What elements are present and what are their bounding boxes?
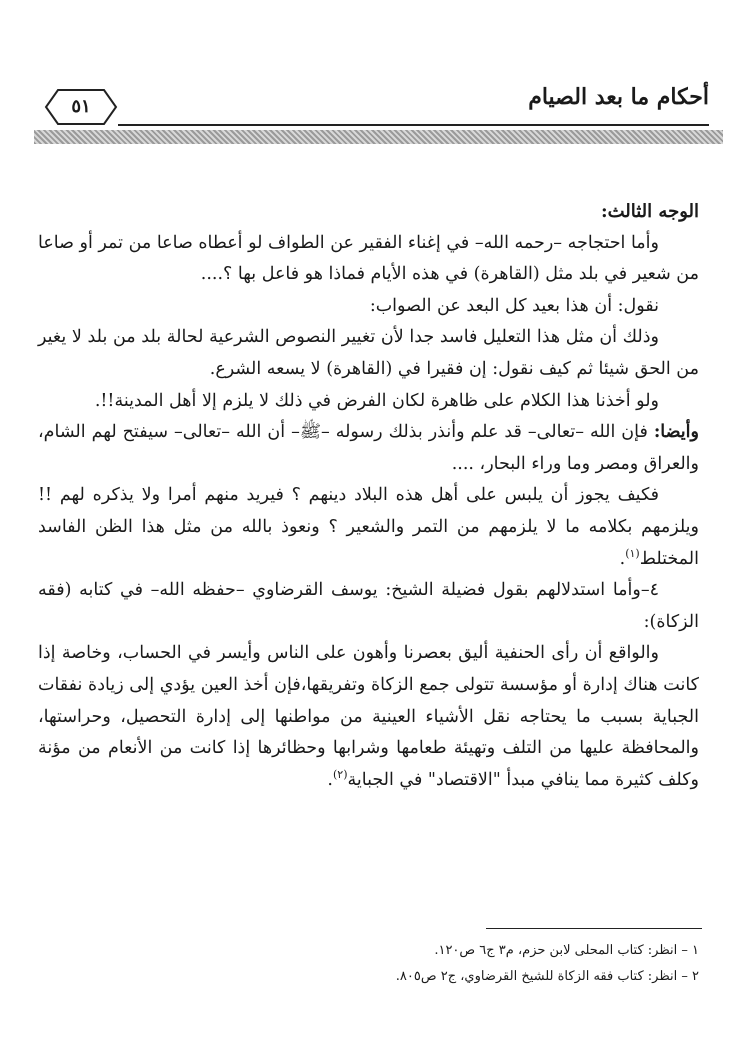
- paragraph-end: .: [327, 769, 333, 790]
- section-heading: الوجه الثالث:: [600, 201, 699, 222]
- paragraph: وأما احتجاجه –رحمه الله– في إغناء الفقير عن الطواف لو أعطاه صاعا من تمر أو صاعا من شعير في بلد مثل (القاهرة) في هذه الأيام فماذا هو فاعل بها ؟....: [37, 232, 699, 285]
- footnote-separator: [486, 928, 702, 929]
- paragraph: نقول: أن هذا بعيد كل البعد عن الصواب:: [369, 295, 659, 316]
- running-title: أحكام ما بعد الصيام: [528, 84, 709, 110]
- page-header: [0, 0, 749, 150]
- paragraph: [38, 638, 699, 796]
- footnotes: [300, 938, 699, 990]
- paragraph: [38, 417, 699, 480]
- footnote: ٢ – انظر: كتاب فقه الزكاة للشيخ القرضاوي، ج٢ ص٨٠٥.: [395, 969, 699, 984]
- page-number-badge: [44, 88, 118, 126]
- header-decorative-band: [34, 130, 723, 144]
- paragraph-text: والواقع أن رأى الحنفية أليق بعصرنا وأهون على الناس وأيسر في الحساب، وخاصة إذا كانت هناك إدارة أو مؤسسة تتولى جمع الزكاة وتفريقها،فإن أخذ العين يؤدي إلى زيادة نفقات الجباية بسبب ما يحتاجه نقل الأشياء العينية من مواطنها إلى إدارة التحصيل، وحراستها، والمحافظة عليها من التلف وتهيئة طعامها وشرابها وحظائرها إذا كانت من الأنعام من مؤنة وكلف كثيرة مما ينافي مبدأ "الاقتصاد" في الجباية: [38, 643, 699, 790]
- footnote-reference: (١): [625, 546, 640, 560]
- header-rule: [118, 124, 709, 126]
- paragraph: وذلك أن مثل هذا التعليل فاسد جدا لأن تغيير النصوص الشرعية لحالة بلد من بلد لا يغير من الحق شيئا ثم كيف نقول: إن فقيرا في (القاهرة) لا يسعه الشرع.: [38, 327, 699, 379]
- paragraph: [38, 480, 699, 575]
- main-text: [38, 196, 699, 796]
- paragraph: ٤–وأما استدلالهم بقول فضيلة الشيخ: يوسف القرضاوي –حفظه الله– في كتابه (فقه الزكاة):: [38, 580, 699, 632]
- paragraph-lead: وأيضا:: [653, 422, 699, 443]
- paragraph-text: فكيف يجوز أن يلبس على أهل هذه البلاد دينهم ؟ فيريد منهم أمرا ولا يذكره لهم !! ويلزمهم بكلامه ما لا يلزمهم من التمر والشعير ؟ ونعوذ بالله من مثل هذا الظن الفاسد المختلط: [38, 485, 699, 569]
- footnote-reference: (٢): [332, 767, 348, 781]
- page-number: ٥١: [71, 96, 91, 117]
- paragraph: ولو أخذنا هذا الكلام على ظاهرة لكان الفرض في ذلك لا يلزم إلا أهل المدينة!!.: [94, 390, 659, 411]
- footnote: ١ – انظر: كتاب المحلى لابن حزم، م٣ ج٦ ص١٢٠.: [434, 943, 699, 958]
- paragraph-end: .: [619, 548, 626, 569]
- paragraph-text: فإن الله –تعالى– قد علم وأنذر بذلك رسوله –ﷺ– أن الله –تعالى– سيفتح لهم الشام، والعراق ومصر وما وراء البحار، ....: [38, 422, 699, 474]
